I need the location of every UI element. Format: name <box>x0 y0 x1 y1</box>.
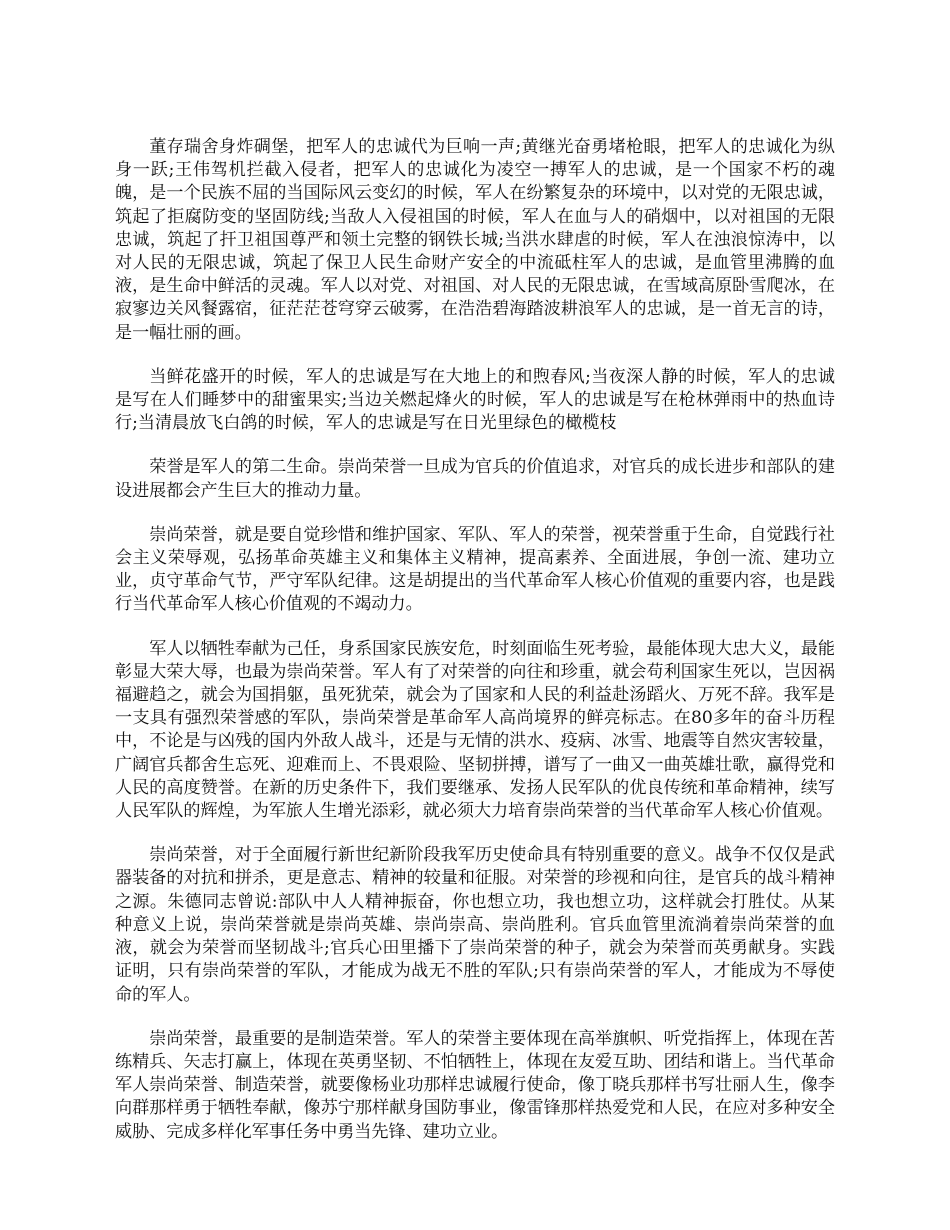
paragraph-create-honor: 崇尚荣誉，最重要的是制造荣誉。军人的荣誉主要体现在高举旗帜、听党指挥上，体现在苦练精兵、矢志打赢上，体现在英勇坚韧、不怕牺牲上，体现在友爱互助、团结和谐上。当代革命军人崇尚荣誉、制造荣誉，就要像杨业功那样忠诚履行使命，像丁晓兵那样书写壮丽人生，像李向群那样勇于牺牲奉献，像苏宁那样献身国防事业，像雷锋那样热爱党和人民，在应对多种安全威胁、完成多样化军事任务中勇当先锋、建功立业。 <box>115 1028 835 1142</box>
paragraph-loyalty-seasons: 当鲜花盛开的时候，军人的忠诚是写在大地上的和煦春风;当夜深人静的时候，军人的忠诚是写在人们睡梦中的甜蜜果实;当边关燃起烽火的时候，军人的忠诚是写在枪林弹雨中的热血诗行;当清晨放飞白鸽的时候，军人的忠诚是写在日光里绿色的橄榄枝 <box>115 366 835 434</box>
paragraph-loyalty-heroes: 董存瑞舍身炸碉堡，把军人的忠诚代为巨响一声;黄继光奋勇堵枪眼，把军人的忠诚化为纵身一跃;王伟驾机拦截入侵者，把军人的忠诚化为凌空一搏军人的忠诚，是一个国家不朽的魂魄，是一个民族不屈的当国际风云变幻的时候，军人在纷繁复杂的环境中，以对党的无限忠诚，筑起了拒腐防变的坚固防线;当敌人入侵祖国的时候，军人在血与人的硝烟中，以对祖国的无限忠诚，筑起了扞卫祖国尊严和领土完整的钢铁长城;当洪水肆虐的时候，军人在浊浪惊涛中，以对人民的无限忠诚，筑起了保卫人民生命财产安全的中流砥柱军人的忠诚，是血管里沸腾的血液，是生命中鲜活的灵魂。军人以对党、对祖国、对人民的无限忠诚，在雪域高原卧雪爬冰，在寂寥边关风餐露宿，征茫茫苍穹穿云破雾，在浩浩碧海踏波耕浪军人的忠诚，是一首无言的诗，是一幅壮丽的画。 <box>115 137 835 343</box>
paragraph-honor-second-life: 荣誉是军人的第二生命。崇尚荣誉一旦成为官兵的价值追求，对官兵的成长进步和部队的建设进展都会产生巨大的推动力量。 <box>115 457 835 501</box>
paragraph-sacrifice: 军人以牺牲奉献为己任，身系国家民族安危，时刻面临生死考验，最能体现大忠大义，最能彰显大荣大辱，也最为崇尚荣誉。军人有了对荣誉的向往和珍重，就会苟利国家生死以，岂因祸福避趋之，就会为国捐躯，虽死犹荣，就会为了国家和人民的利益赴汤蹈火、万死不辞。我军是一支具有强烈荣誉感的军队，崇尚荣誉是革命军人高尚境界的鲜亮标志。在80多年的奋斗历程中，不论是与凶残的国内外敌人战斗，还是与无情的洪水、疫病、冰雪、地震等自然灾害较量，广阔官兵都舍生忘死、迎难而上、不畏艰险、坚韧拼搏，谱写了一曲又一曲英雄壮歌，赢得党和人民的高度赞誉。在新的历史条件下，我们要继承、发扬人民军队的优良传统和革命精神，续写人民军队的辉煌，为军旅人生增光添彩，就必须大力培育崇尚荣誉的当代革命军人核心价值观。 <box>115 638 835 822</box>
paragraph-honor-definition: 崇尚荣誉，就是要自觉珍惜和维护国家、军队、军人的荣誉，视荣誉重于生命，自觉践行社会主义荣辱观，弘扬革命英雄主义和集体主义精神，提高素养、全面进展，争创一流、建功立业，贞守革命气节，严守军队纪律。这是胡提出的当代革命军人核心价值观的重要内容，也是践行当代革命军人核心价值观的不竭动力。 <box>115 524 835 615</box>
paragraph-honor-significance: 崇尚荣誉，对于全面履行新世纪新阶段我军历史使命具有特别重要的意义。战争不仅仅是武器装备的对抗和拼杀，更是意志、精神的较量和征服。对荣誉的珍视和向往，是官兵的战斗精神之源。朱德同志曾说:部队中人人精神振奋，你也想立功，我也想立功，这样就会打胜仗。从某种意义上说，崇尚荣誉就是崇尚英雄、崇尚崇高、崇尚胜利。官兵血管里流淌着崇尚荣誉的血液，就会为荣誉而坚韧战斗;官兵心田里播下了崇尚荣誉的种子，就会为荣誉而英勇献身。实践证明，只有崇尚荣誉的军队，才能成为战无不胜的军队;只有崇尚荣誉的军人，才能成为不辱使命的军人。 <box>115 845 835 1005</box>
document-body <box>115 136 835 1165</box>
